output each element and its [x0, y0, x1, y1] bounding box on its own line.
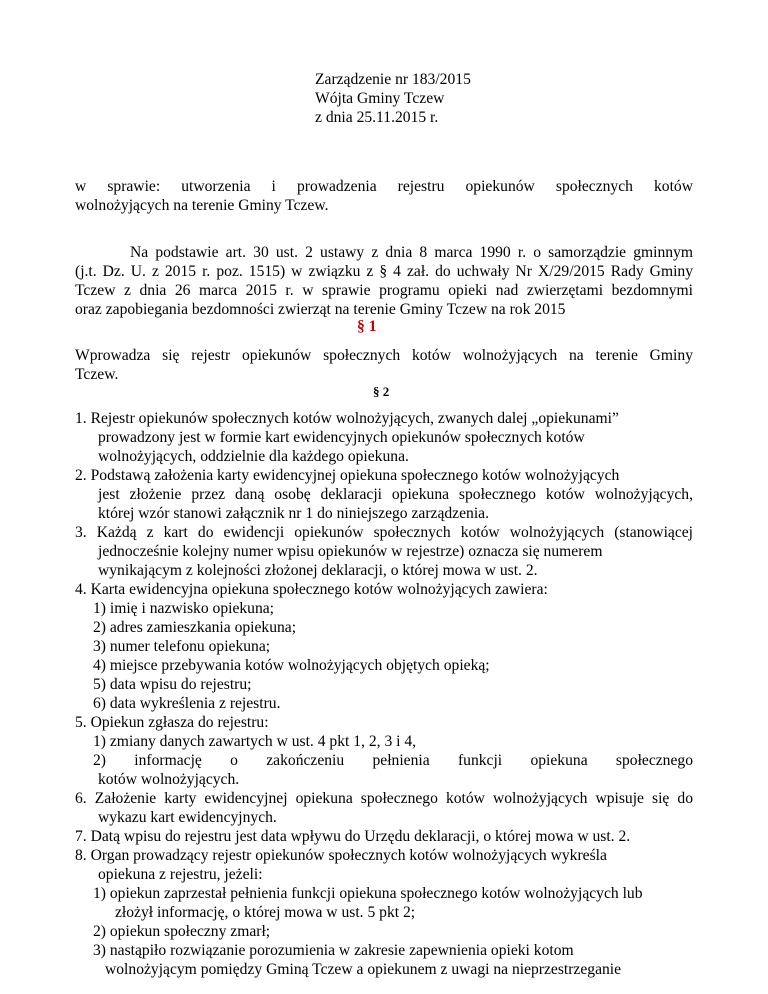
s2-line: 2. Podstawą założenia karty ewidencyjnej opiekuna społecznego kotów wolnożyjących	[75, 467, 620, 484]
s2-line: wolnożyjących, oddzielnie dla każdego opiekuna.	[98, 448, 409, 465]
s2-line: 2) adres zamieszkania opiekuna;	[93, 619, 297, 636]
s2-line: jednocześnie kolejny numer wpisu opiekunów w rejestrze) oznacza się numerem	[98, 543, 603, 560]
s2-line: 5. Opiekun zgłasza do rejestru:	[75, 714, 269, 731]
s2-line: 6) data wykreślenia z rejestru.	[93, 695, 281, 712]
s2-line: 7. Datą wpisu do rejestru jest data wpływu do Urzędu deklaracji, o której mowa w ust. 2.	[75, 828, 631, 845]
section-2-heading: § 2	[373, 384, 390, 399]
s2-line: 3) numer telefonu opiekuna;	[93, 638, 271, 655]
s2-line: 8. Organ prowadzący rejestr opiekunów społecznych kotów wolnożyjących wykreśla	[75, 847, 607, 864]
s2-line: 3) nastąpiło rozwiązanie porozumienia w zakresie zapewnienia opieki kotom	[93, 942, 574, 959]
section-1-line-2: Tczew.	[75, 366, 119, 383]
s2-line: wykazu kart ewidencyjnych.	[98, 809, 277, 826]
s2-line: opiekuna z rejestru, jeżeli:	[98, 866, 263, 883]
s2-line: wolnożyjącym pomiędzy Gminą Tczew a opiekunem z uwagi na nieprzestrzeganie	[105, 961, 622, 978]
s2-line: złożył informację, o której mowa w ust. 5 pkt 2;	[115, 904, 416, 921]
s2-line: 1. Rejestr opiekunów społecznych kotów wolnożyjących, zwanych dalej „opiekunami”	[75, 410, 619, 427]
section-1-line-1: Wprowadza się rejestr opiekunów społecznych kotów wolnożyjących na terenie Gminy	[75, 347, 693, 364]
s2-line: 1) zmiany danych zawartych w ust. 4 pkt 1, 2, 3 i 4,	[93, 733, 417, 750]
s2-line: prowadzony jest w formie kart ewidencyjnych opiekunów społecznych kotów	[98, 429, 585, 446]
s2-line: 1) imię i nazwisko opiekuna;	[93, 600, 275, 617]
s2-line: kotów wolnożyjących.	[98, 771, 240, 788]
s2-line: 6. Założenie karty ewidencyjnej opiekuna społecznego kotów wolnożyjących wpisuje się do	[75, 790, 693, 807]
basis-line-4: oraz zapobiegania bezdomności zwierząt na terenie Gminy Tczew na rok 2015	[75, 301, 566, 318]
s2-line: 1) opiekun zaprzestał pełnienia funkcji opiekuna społecznego kotów wolnożyjących lub	[93, 885, 643, 902]
basis-line-2: (j.t. Dz. U. z 2015 r. poz. 1515) w związku z § 4 zał. do uchwały Nr X/29/2015 Rady Gminy	[75, 263, 693, 280]
s2-line: 5) data wpisu do rejestru;	[93, 676, 252, 693]
issuer: Wójta Gminy Tczew	[315, 90, 445, 107]
decree-date: z dnia 25.11.2015 r.	[315, 109, 439, 126]
s2-line: 4) miejsce przebywania kotów wolnożyjących objętych opieką;	[93, 657, 490, 674]
s2-line: której wzór stanowi załącznik nr 1 do niniejszego zarządzenia.	[98, 505, 489, 522]
s2-line: 2) opiekun społeczny zmarł;	[93, 923, 271, 940]
s2-line: wynikającym z kolejności złożonej deklaracji, o której mowa w ust. 2.	[98, 562, 538, 579]
decree-title: Zarządzenie nr 183/2015	[315, 71, 471, 88]
s2-line: 4. Karta ewidencyjna opiekuna społecznego kotów wolnożyjących zawiera:	[75, 581, 548, 598]
s2-line: 2) informację o zakończeniu pełnienia funkcji opiekuna społecznego	[93, 752, 693, 769]
basis-line-1: Na podstawie art. 30 ust. 2 ustawy z dnia 8 marca 1990 r. o samorządzie gminnym	[130, 244, 693, 261]
subject-line-2: wolnożyjących na terenie Gminy Tczew.	[75, 197, 329, 214]
subject-line-1: w sprawie: utworzenia i prowadzenia rejestru opiekunów społecznych kotów	[75, 178, 693, 195]
s2-line: jest złożenie przez daną osobę deklaracji opiekuna społecznego kotów wolnożyjących,	[98, 486, 693, 503]
basis-line-3: Tczew z dnia 26 marca 2015 r. w sprawie programu opieki nad zwierzętami bezdomnymi	[75, 282, 693, 299]
s2-line: 3. Każdą z kart do ewidencji opiekunów społecznych kotów wolnożyjących (stanowiącej	[75, 524, 693, 541]
section-1-heading: § 1	[357, 318, 377, 335]
